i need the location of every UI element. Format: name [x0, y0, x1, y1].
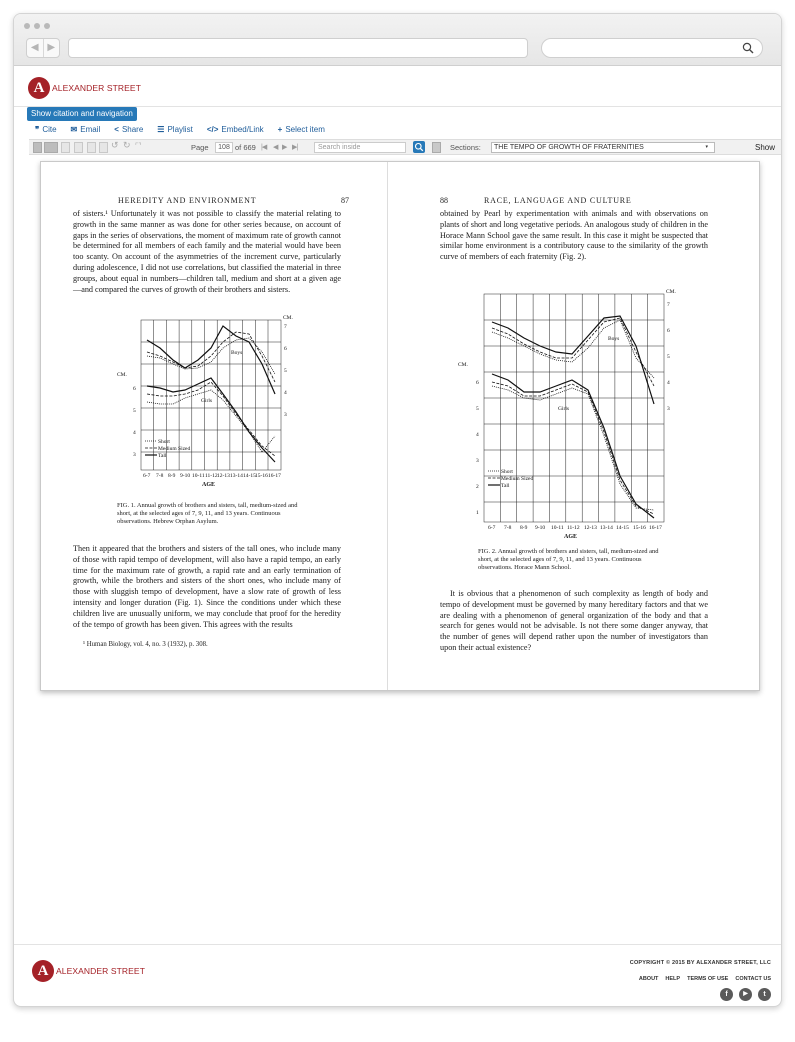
- footnote: ¹ Human Biology, vol. 4, no. 3 (1932), p. 308.: [83, 641, 208, 648]
- header-logo[interactable]: [28, 77, 141, 99]
- footer-logo[interactable]: [32, 960, 145, 982]
- footer-links: [639, 976, 771, 982]
- page-number: 88: [440, 196, 448, 205]
- legend-tall: Tall: [158, 453, 167, 459]
- browser-window: [13, 13, 782, 1007]
- y-tick-left: 6: [133, 386, 136, 392]
- footer-link-terms[interactable]: TERMS OF USE: [687, 976, 729, 982]
- x-tick: 16-17: [649, 525, 662, 531]
- first-page-icon[interactable]: |◀: [261, 144, 267, 151]
- search-inside-input[interactable]: Search inside: [314, 142, 406, 153]
- two-page-view-icon[interactable]: [44, 142, 58, 153]
- brand-name: ALEXANDER STREET: [56, 966, 145, 976]
- youtube-icon[interactable]: ▶: [739, 988, 752, 1001]
- girls-label: Girls: [558, 406, 569, 412]
- copyright-text: COPYRIGHT © 2015 BY ALEXANDER STREET, LLC: [629, 960, 771, 966]
- y-tick-right: 7: [667, 302, 670, 308]
- y-tick-left: 5: [476, 406, 479, 412]
- running-head: HEREDITY AND ENVIRONMENT: [118, 196, 257, 205]
- boys-label: Boys: [231, 350, 243, 356]
- y-tick-left: 1: [476, 510, 479, 516]
- right-page: [387, 162, 761, 690]
- y-tick-right: 6: [667, 328, 670, 334]
- action-email[interactable]: [71, 125, 101, 134]
- x-tick: 6-7: [488, 525, 496, 531]
- playlist-icon: ☰: [157, 125, 165, 134]
- address-bar[interactable]: [68, 38, 528, 58]
- scroll-view-icon[interactable]: [74, 142, 83, 153]
- action-bar: [35, 125, 325, 134]
- footer-link-contact[interactable]: CONTACT US: [735, 976, 771, 982]
- x-tick: 8-9: [520, 525, 528, 531]
- window-zoom-dot[interactable]: [44, 23, 50, 29]
- y-tick-left: 5: [133, 408, 136, 414]
- code-icon: </>: [206, 125, 219, 134]
- alexander-street-logo-icon: A: [28, 77, 50, 99]
- x-tick: 12-13: [217, 473, 230, 479]
- legend-short: Short: [501, 469, 513, 475]
- y-tick-right: 3: [667, 406, 670, 412]
- girls-medium-line: [492, 382, 654, 514]
- legend-tall: Tall: [501, 483, 510, 489]
- x-tick: 9-10: [180, 473, 191, 479]
- y-tick-right: 5: [667, 354, 670, 360]
- brand-name: ALEXANDER STREET: [52, 83, 141, 93]
- page-label: Page: [191, 143, 209, 152]
- x-tick: 9-10: [535, 525, 546, 531]
- forward-arrow-icon[interactable]: ▶: [43, 39, 60, 57]
- y-tick-right: 3: [284, 412, 287, 418]
- figure-2-chart: [458, 286, 688, 544]
- boys-tall-line: [492, 316, 654, 404]
- twitter-icon[interactable]: t: [758, 988, 771, 1001]
- left-page: [41, 162, 386, 690]
- fullscreen-icon[interactable]: ⌜⌝: [135, 143, 142, 150]
- cm-label-left: CM.: [117, 372, 127, 378]
- running-head: RACE, LANGUAGE AND CULTURE: [484, 196, 632, 205]
- x-tick: 7-8: [504, 525, 512, 531]
- book-viewer: [40, 161, 760, 691]
- legend-medium: Medium Sized: [158, 446, 191, 452]
- chevron-down-icon: ▾: [705, 144, 708, 150]
- x-tick-labels: [143, 473, 281, 479]
- x-axis-title: AGE: [564, 534, 578, 540]
- x-tick: 10-11: [551, 525, 564, 531]
- x-tick: 16-17: [268, 473, 281, 479]
- y-tick-left: 2: [476, 484, 479, 490]
- page-total: of 669: [235, 143, 256, 152]
- plus-icon: +: [277, 125, 283, 134]
- x-tick: 14-15: [616, 525, 629, 531]
- body-paragraph: obtained by Pearl by experimentation with animals and with observations on plants of short and long vegetative periods. An analogous study of children in the Horace Mann School gave the same result. In this case it might be suspected that similar home environment is a contributory cause to the similarity of the growth curve of members of each fraternity (Fig. 2).: [440, 209, 708, 262]
- x-tick: 7-8: [156, 473, 164, 479]
- action-label: Cite: [42, 125, 57, 134]
- page-number-input[interactable]: 108: [215, 142, 233, 153]
- show-button[interactable]: Show: [754, 143, 775, 152]
- y-tick-left: 4: [476, 432, 479, 438]
- x-tick: 10-11: [192, 473, 205, 479]
- thumbnail-view-icon[interactable]: [61, 142, 70, 153]
- sections-label: Sections:: [450, 143, 481, 152]
- viewer-toolbar: [29, 139, 781, 155]
- y-tick-right: 4: [284, 390, 287, 396]
- x-axis-title: AGE: [202, 482, 216, 488]
- y-tick-right: 4: [667, 380, 670, 386]
- back-arrow-icon[interactable]: ◀: [30, 42, 39, 53]
- social-links: [720, 988, 771, 1001]
- search-inside-button[interactable]: [413, 141, 425, 153]
- window-close-dot[interactable]: [24, 23, 30, 29]
- single-page-view-icon[interactable]: [33, 142, 42, 153]
- x-tick-labels: [488, 525, 662, 531]
- sections-dropdown[interactable]: [491, 142, 715, 153]
- y-tick-right: 6: [284, 346, 287, 352]
- search-icon[interactable]: [742, 42, 754, 54]
- print-icon[interactable]: [432, 142, 441, 153]
- browser-chrome: [14, 14, 781, 66]
- action-label: Playlist: [167, 125, 193, 134]
- y-tick-left: 4: [133, 430, 136, 436]
- x-tick: 13-14: [600, 525, 613, 531]
- action-label: Embed/Link: [221, 125, 264, 134]
- body-paragraph: Then it appeared that the brothers and sisters of the tall ones, who include many of those with rapid tempo of development, will also have a rapid tempo, an early time for the maximum rate of growth, a rapid rate and an early termination of growth, while the brothers and sisters of the short ones, who include many of those with sluggish tempo of development, have a slow rate of growth of less intensity and longer duration (Fig. 1). Since the conditions under which these children live are unusually uniform, we may conclude that proof for the heredity of the tempo of growth has been given. This agrees with the results: [73, 544, 341, 629]
- body-paragraph: of sisters.¹ Unfortunately it was not possible to classify the material relating to growth in the same manner as was done for other series because, on account of gaps in the series of observations, the moment of maximum rate of growth cannot be determined for all members of each family and the material would have been too scanty. On account of the asymmetries of the increment curve, particularly during adolescence, I did not use correlations, but classified the material in three groups, about equal in numbers—children tall, medium and short at a given age—and compared the curves of growth of their brothers and sisters.: [73, 209, 341, 294]
- y-tick-left: 6: [476, 380, 479, 386]
- y-tick-right: 7: [284, 324, 287, 330]
- x-tick: 6-7: [143, 473, 151, 479]
- cm-label-left: CM.: [458, 362, 468, 368]
- action-embed-link[interactable]: [207, 125, 264, 134]
- page-number: 87: [341, 196, 349, 205]
- search-icon: [413, 141, 425, 153]
- facebook-icon[interactable]: f: [720, 988, 733, 1001]
- prev-page-icon[interactable]: ◀: [273, 144, 279, 151]
- boys-label: Boys: [608, 336, 620, 342]
- girls-short-line: [492, 386, 654, 510]
- last-page-icon[interactable]: ▶|: [292, 144, 298, 151]
- x-tick: 11-12: [567, 525, 580, 531]
- zoom-out-icon[interactable]: [99, 142, 108, 153]
- y-tick-right: 5: [284, 368, 287, 374]
- action-share[interactable]: [114, 125, 143, 134]
- girls-label: Girls: [201, 398, 212, 404]
- action-label: Email: [80, 125, 101, 134]
- window-minimize-dot[interactable]: [34, 23, 40, 29]
- figure-caption: FIG. 2. Annual growth of brothers and sisters, tall, medium-sized and short, at the selected ages of 7, 9, 11, and 13 years. Continuous observations. Horace Mann School.: [478, 548, 659, 571]
- y-tick-left: 3: [133, 452, 136, 458]
- figure-1-chart: [113, 312, 313, 496]
- email-icon: ✉: [70, 125, 78, 134]
- x-tick: 13-14: [230, 473, 243, 479]
- x-tick: 8-9: [168, 473, 176, 479]
- footer-divider: [14, 944, 781, 945]
- x-tick: 14-15: [243, 473, 256, 479]
- figure-grid: [484, 294, 664, 522]
- footer-link-about[interactable]: ABOUT: [638, 976, 659, 982]
- zoom-in-icon[interactable]: [87, 142, 96, 153]
- x-tick: 11-12: [205, 473, 218, 479]
- legend-medium: Medium Sized: [501, 476, 534, 482]
- browser-nav-buttons: [26, 38, 60, 58]
- body-paragraph: It is obvious that a phenomenon of such complexity as length of body and tempo of development must be governed by many hereditary factors and that we are dealing with a phenomenon of general organization of the body and that a search for genes would not be advisable. Is not there some danger anyway, that the number of genes will depend rather upon the number of investigators than upon their actual existence?: [440, 589, 708, 652]
- cm-label-right: CM.: [666, 289, 676, 295]
- x-tick: 15-16: [633, 525, 646, 531]
- action-playlist[interactable]: [157, 125, 193, 134]
- action-label: Share: [121, 125, 144, 134]
- share-icon: <: [114, 125, 119, 134]
- next-page-icon[interactable]: ▶: [282, 144, 288, 151]
- rotate-left-icon[interactable]: ↺: [111, 140, 119, 150]
- footer-link-help[interactable]: HELP: [665, 976, 681, 982]
- y-tick-left: 3: [476, 458, 479, 464]
- figure-caption: FIG. 1. Annual growth of brothers and sisters, tall, medium-sized and short, at the selected ages of 7, 9, 11, and 13 years. Continuous observations. Hebrew Orphan Asylum.: [117, 502, 298, 525]
- rotate-right-icon[interactable]: ↻: [123, 140, 131, 150]
- legend-short: Short: [158, 439, 170, 445]
- quote-icon: ❞: [35, 125, 40, 134]
- x-tick: 15-16: [255, 473, 268, 479]
- cm-label-right: CM.: [283, 315, 293, 321]
- sections-selected-value: THE TEMPO OF GROWTH OF FRATERNITIES: [494, 144, 644, 151]
- action-select-item[interactable]: [278, 125, 325, 134]
- boys-short-line: [492, 320, 654, 378]
- browser-search-field[interactable]: [541, 38, 763, 58]
- action-cite[interactable]: [35, 125, 57, 134]
- x-tick: 12-13: [584, 525, 597, 531]
- action-label: Select item: [285, 125, 325, 134]
- alexander-street-logo-icon: A: [32, 960, 54, 982]
- show-citation-button[interactable]: Show citation and navigation: [27, 107, 137, 121]
